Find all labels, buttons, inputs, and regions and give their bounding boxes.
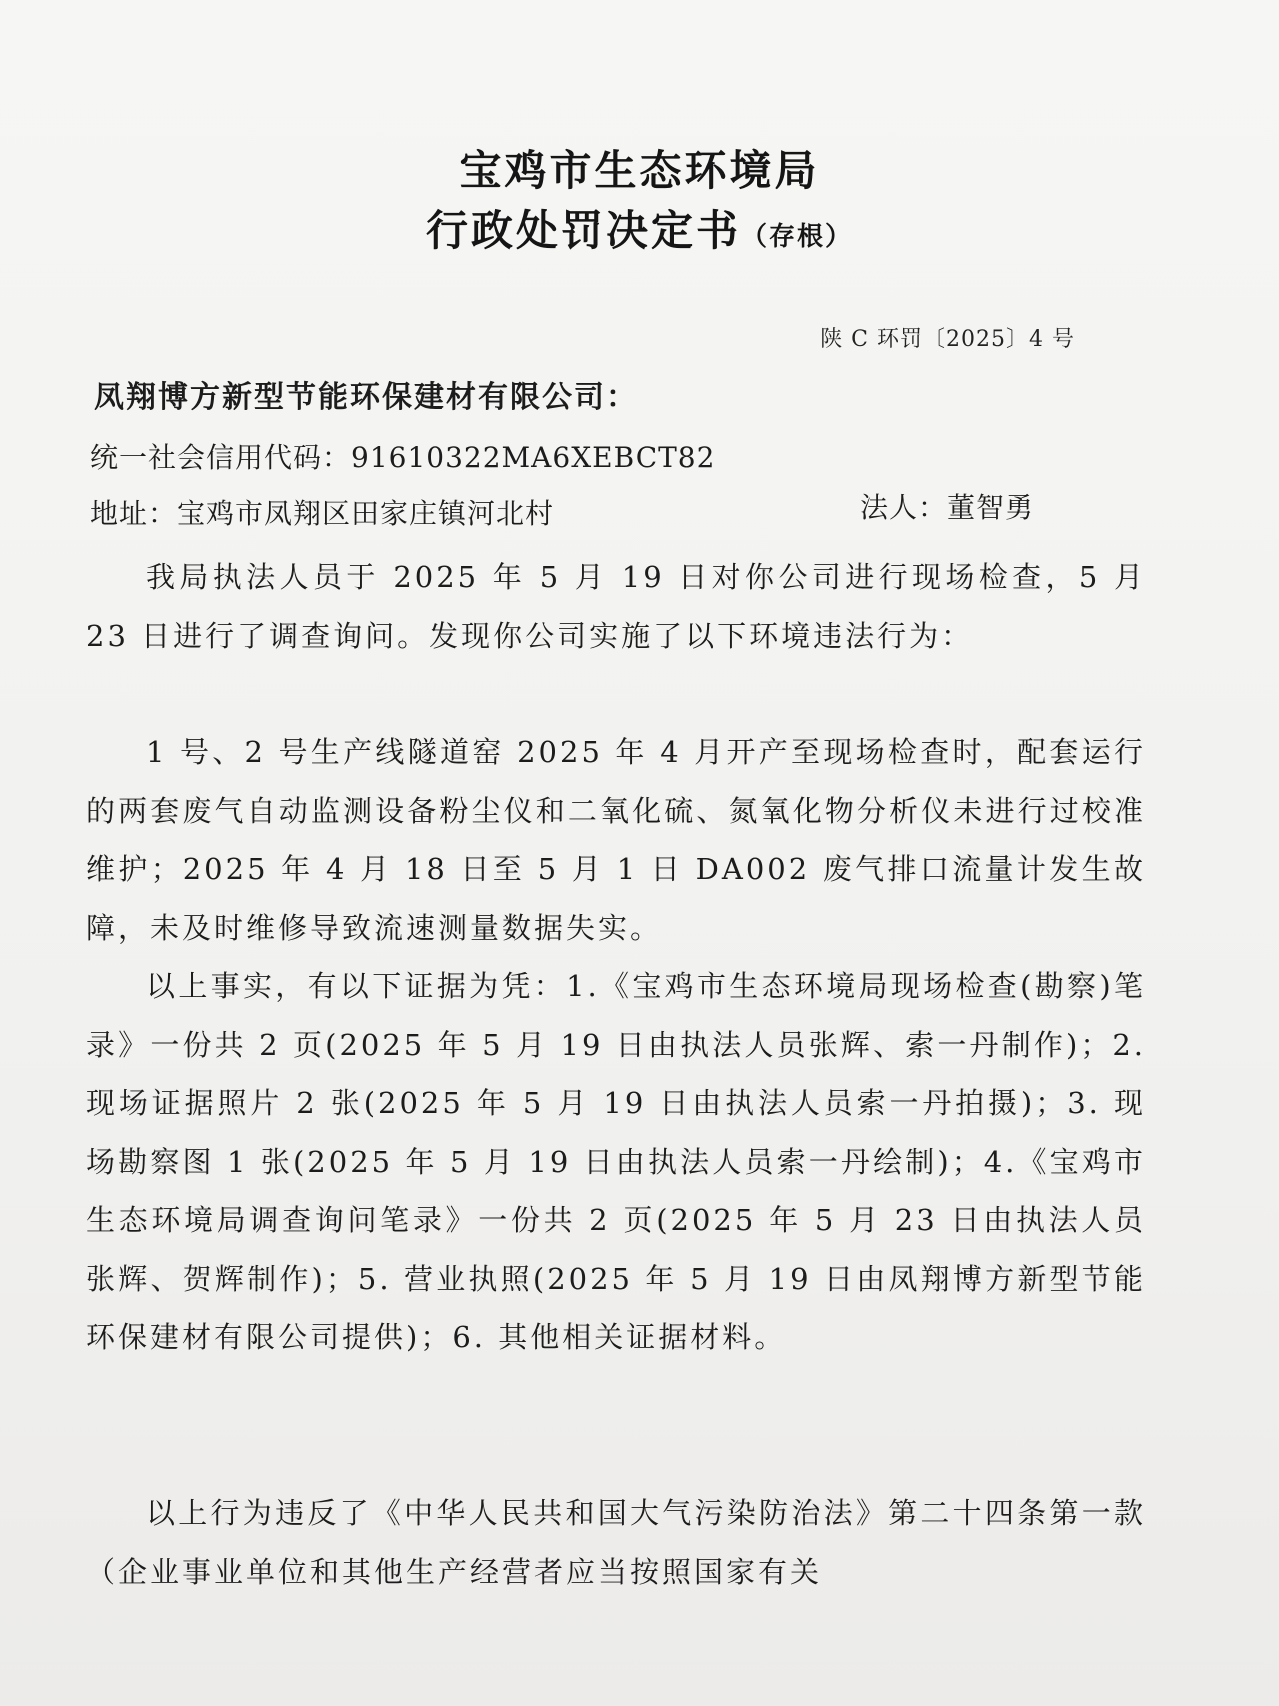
paragraph-legal-basis: 以上行为违反了《中华人民共和国大气污染防治法》第二十四条第一款（企业事业单位和其他生产经营者应当按照国家有关 xyxy=(86,1496,1146,1589)
document-title-suffix: （存根） xyxy=(741,222,854,252)
legal-person: 法人：董智勇 xyxy=(860,491,1035,524)
paragraph-evidence: 以上事实，有以下证据为凭：1.《宝鸡市生态环境局现场检查(勘察)笔录》一份共 2 页(2025 年 5 月 19 日由执法人员张辉、索一丹制作)；2. 现场证据照片 2 张(2025 年 5 月 19 日由执法人员索一丹拍摄)；3. 现场勘察图 1 张(2025 年 5 月 19 日由执法人员索一丹绘制)；4.《宝鸡市生态环境局调查询问笔录》一份共 2 页(2025 年 5 月 23 日由执法人员张辉、贺辉制作)；5. 营业执照(2025 年 5 月 19 日由凤翔博方新型节能环保建材有限公司提供)；6. 其他相关证据材料。 xyxy=(86,969,1146,1354)
credit-code: 统一社会信用代码：91610322MA6XEBCT82 xyxy=(90,441,716,474)
document-title-main: 行政处罚决定书 xyxy=(425,206,741,255)
paragraph-violation-facts: 1 号、2 号生产线隧道窑 2025 年 4 月开产至现场检查时，配套运行的两套废气自动监测设备粉尘仪和二氧化硫、氮氧化物分析仪未进行过校准维护；2025 年 4 月 18 日至 5 月 1 日 DA002 废气排口流量计发生故障，未及时维修导致流速测量数据失实。 xyxy=(86,735,1146,945)
document-title xyxy=(0,198,1279,258)
company-address: 地址：宝鸡市凤翔区田家庄镇河北村 xyxy=(90,497,555,530)
document-title-agency: 宝鸡市生态环境局 xyxy=(459,146,820,195)
paragraph-inspection: 我局执法人员于 2025 年 5 月 19 日对你公司进行现场检查，5 月 23 日进行了调查询问。发现你公司实施了以下环境违法行为： xyxy=(86,560,1146,653)
company-name: 凤翔博方新型节能环保建材有限公司： xyxy=(94,380,638,415)
document-number: 陕 C 环罚〔2025〕4 号 xyxy=(820,327,1075,352)
